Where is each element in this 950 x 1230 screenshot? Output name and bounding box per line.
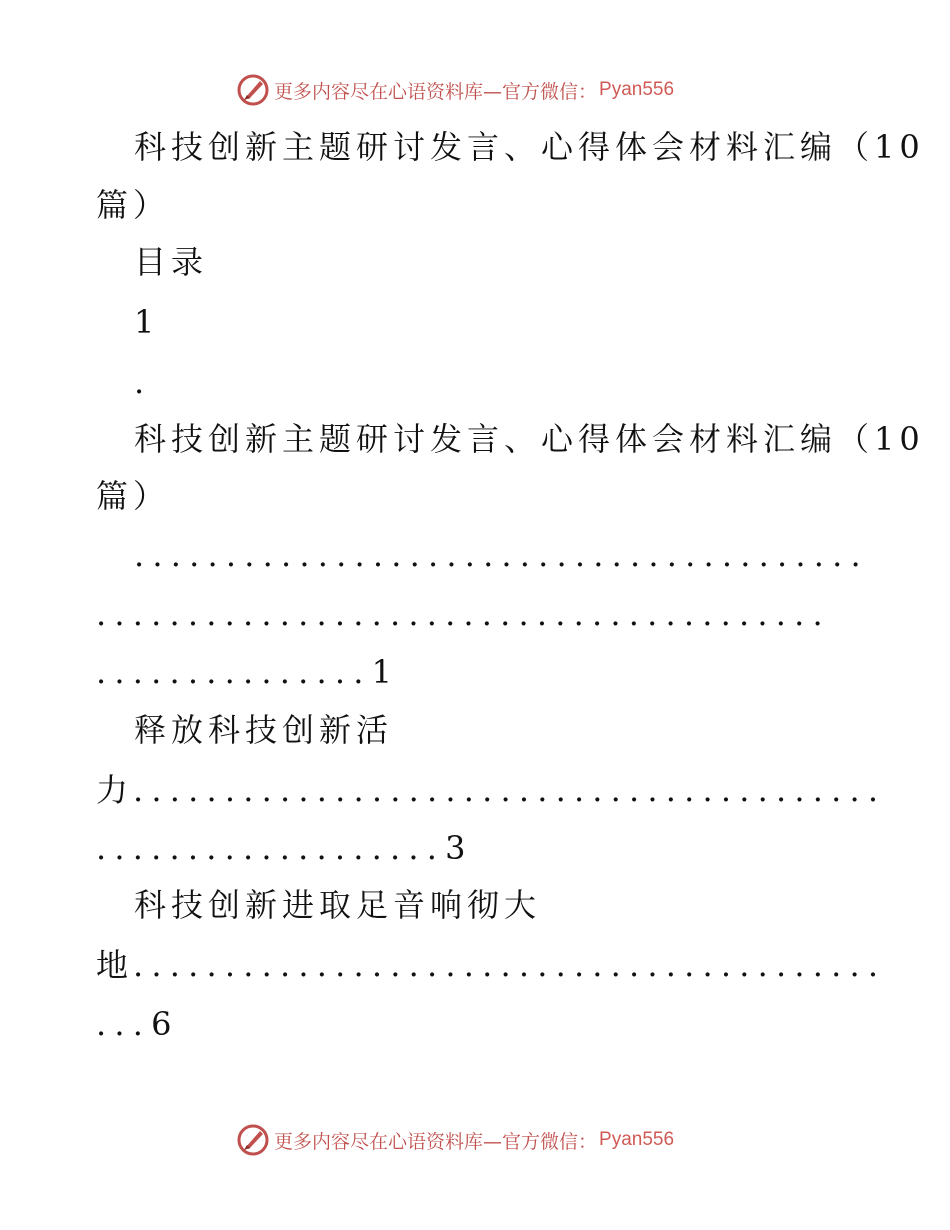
toc-entry-3-leader-line-2-row xyxy=(96,1004,176,1044)
toc-entry-1-leader-line-2: ........................................ xyxy=(96,595,831,633)
quill-logo-icon xyxy=(236,73,270,107)
watermark-footer xyxy=(236,1123,674,1157)
toc-entry-2-title-line-2: 力 xyxy=(96,771,134,809)
toc-entry-1-leader-dots: ............... xyxy=(96,653,372,691)
toc-entry-3-leader-line-2: ... xyxy=(96,1005,152,1043)
toc-entry-1-leader-line-1: ........................................ xyxy=(134,536,869,574)
toc-entry-1-title-line-2: 篇） xyxy=(96,477,171,515)
toc-entry-2-title-line-1: 释放科技创新活 xyxy=(134,711,394,749)
watermark-site-text: 更多内容尽在心语资料库—官方微信： xyxy=(274,1130,598,1153)
watermark-header xyxy=(236,73,674,107)
toc-entry-1-title-line-1: 科技创新主题研讨发言、心得体会材料汇编（10 xyxy=(134,420,925,458)
watermark-wechat-id: Pyan556 xyxy=(599,1129,675,1150)
document-title-line-2: 篇） xyxy=(96,186,171,224)
toc-entry-2-page-number: 3 xyxy=(445,829,471,867)
toc-entry-1-page-number: 1 xyxy=(371,653,397,691)
toc-number: 1 xyxy=(134,303,160,341)
toc-entry-3-title-line-2: 地 xyxy=(96,946,134,984)
watermark-wechat-id: Pyan556 xyxy=(599,79,675,100)
toc-entry-3-title-line-2-row xyxy=(96,945,886,985)
toc-number-dot: . xyxy=(134,363,150,401)
toc-entry-3-title-line-1: 科技创新进取足音响彻大 xyxy=(134,886,542,924)
toc-heading: 目录 xyxy=(134,243,209,281)
toc-entry-2-leader-line-2-row xyxy=(96,828,470,868)
toc-entry-1-leader-line-3 xyxy=(96,652,397,692)
document-title-line-1: 科技创新主题研讨发言、心得体会材料汇编（10 xyxy=(134,128,925,166)
toc-entry-2-leader-line-1: ......................................... xyxy=(133,771,887,809)
toc-entry-3-page-number: 6 xyxy=(151,1005,177,1043)
toc-entry-2-leader-line-2: ................... xyxy=(96,829,446,867)
quill-logo-icon xyxy=(236,1123,270,1157)
toc-entry-3-leader-line-1: ......................................... xyxy=(133,946,887,984)
toc-entry-2-title-line-2-row xyxy=(96,770,886,810)
watermark-site-text: 更多内容尽在心语资料库—官方微信： xyxy=(274,80,598,103)
